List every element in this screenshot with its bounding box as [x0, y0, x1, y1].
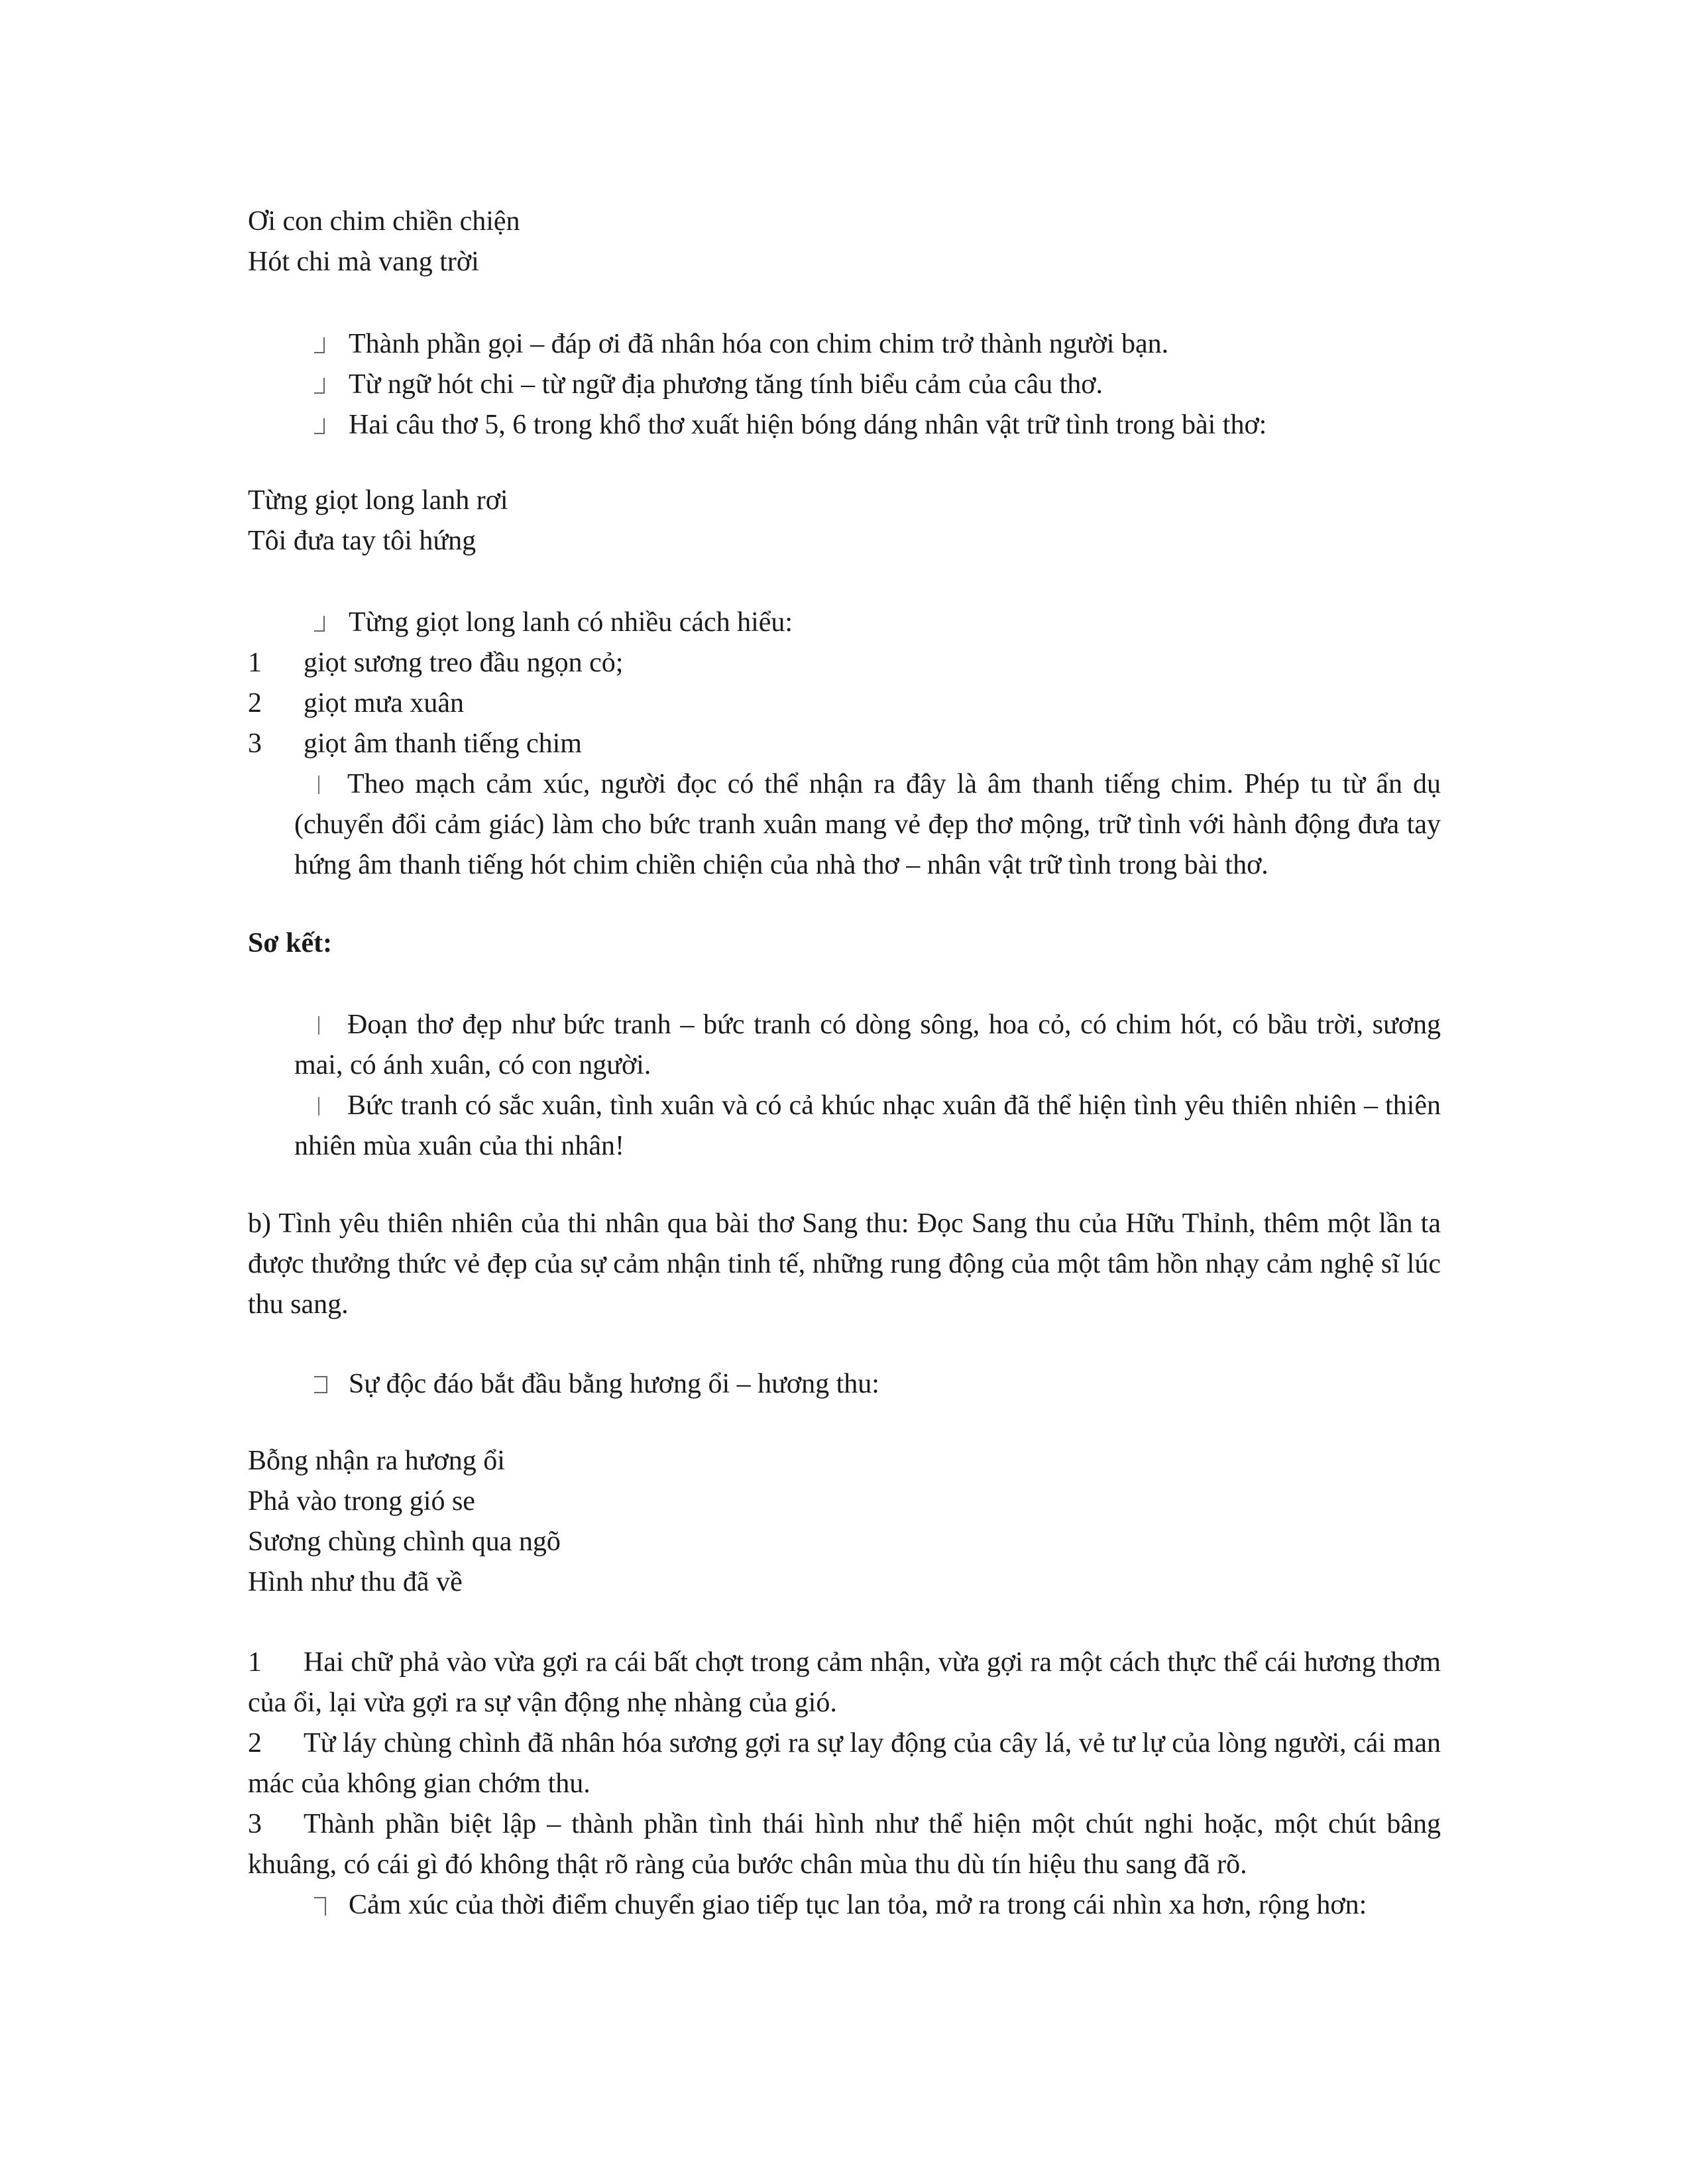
item-text: Hai chữ phả vào vừa gợi ra cái bất chợt trong cảm nhận, vừa gợi ra một cách thực thể cái hương thơm của ổi, lại vừa gợi ra sự vận động nhẹ nhàng của gió. [248, 1647, 1441, 1718]
item-number: 2 [248, 688, 262, 718]
poem-line: Sương chùng chình qua ngõ [248, 1526, 561, 1557]
bullet-text: Cảm xúc của thời điểm chuyển giao tiếp tục lan tỏa, mở ra trong cái nhìn xa hơn, rộng hơn: [349, 1890, 1367, 1920]
checkbox-bullet-icon [314, 378, 325, 394]
poem-line: Tôi đưa tay tôi hứng [248, 526, 477, 556]
numbered-paragraph [248, 1642, 1441, 1723]
checkbox-bullet-icon [314, 418, 325, 434]
list-item [314, 1885, 1507, 1927]
bullet-text: Sự độc đáo bắt đầu bằng hương ổi – hương thu: [349, 1369, 879, 1399]
item-text: Thành phần biệt lập – thành phần tình thái hình như thể hiện một chút nghi hoặc, một chút bâng khuâng, có cái gì đó không thật rõ ràng của bước chân mùa thu dù tín hiệu thu sang đã rõ. [248, 1809, 1441, 1880]
poem-line: Hót chi mà vang trời [248, 247, 479, 277]
checkbox-bullet-icon [314, 616, 325, 632]
item-number: 1 [248, 648, 262, 678]
bullet-text: Từ ngữ hót chi – từ ngữ địa phương tăng tính biểu cảm của câu thơ. [349, 369, 1103, 400]
item-text: Từ láy chùng chình đã nhân hóa sương gợi ra sự lay động của cây lá, vẻ tư lự của lòng người, cái man mác của không gian chớm thu. [248, 1728, 1441, 1799]
numbered-item [248, 683, 1441, 724]
item-text: giọt âm thanh tiếng chim [304, 728, 582, 759]
paragraph: Đoạn thơ đẹp như bức tranh – bức tranh có dòng sông, hoa cỏ, có chim hót, có bầu trời, sương mai, có ánh xuân, có con người. [294, 1009, 1441, 1080]
list-item [314, 1364, 1507, 1405]
poem-line: Từng giọt long lanh rơi [248, 485, 508, 516]
square-bullet-icon [314, 1376, 327, 1393]
poem-line: Hình như thu đã về [248, 1567, 463, 1597]
poem-line: Ơi con chim chiền chiện [248, 206, 520, 237]
item-number: 3 [248, 1809, 262, 1839]
list-item [314, 324, 1507, 365]
checkbox-bullet-icon [314, 337, 325, 353]
paragraph: b) Tình yêu thiên nhiên của thi nhân qua bài thơ Sang thu: Đọc Sang thu của Hữu Thỉnh, thêm một lần ta được thưởng thức vẻ đẹp của sự cảm nhận tinh tế, những rung động của một tâm hồn nhạy cảm nghệ sĩ lúc thu sang. [248, 1208, 1441, 1320]
list-item [314, 603, 1507, 644]
item-number: 3 [248, 728, 262, 759]
numbered-item [248, 724, 1441, 764]
list-item [314, 365, 1507, 406]
poem-stanza-1 [248, 201, 1441, 282]
numbered-item [248, 643, 1441, 683]
numbered-paragraph [248, 1723, 1441, 1804]
poem-stanza-3 [248, 1441, 1441, 1603]
list-item [314, 405, 1507, 446]
bullet-text: Hai câu thơ 5, 6 trong khổ thơ xuất hiện bóng dáng nhân vật trữ tình trong bài thơ: [349, 410, 1267, 440]
bullet-text: Từng giọt long lanh có nhiều cách hiểu: [349, 607, 793, 638]
poem-line: Phả vào trong gió se [248, 1486, 475, 1517]
item-text: giọt mưa xuân [304, 688, 465, 718]
corner-bullet-icon [314, 1897, 326, 1916]
paragraph: Theo mạch cảm xúc, người đọc có thể nhận ra đây là âm thanh tiếng chim. Phép tu từ ẩn dụ (chuyển đổi cảm giác) làm cho bức tranh xuân mang vẻ đẹp thơ mộng, trữ tình với hành động đưa tay hứng âm thanh tiếng hót chim chiền chiện của nhà thơ – nhân vật trữ tình trong bài thơ. [294, 769, 1441, 880]
section-heading: Sơ kết: [248, 928, 333, 958]
item-text: giọt sương treo đầu ngọn cỏ; [304, 648, 624, 678]
paragraph: Bức tranh có sắc xuân, tình xuân và có cả khúc nhạc xuân đã thể hiện tình yêu thiên nhiên – thiên nhiên mùa xuân của thi nhân! [294, 1090, 1441, 1161]
poem-line: Bỗng nhận ra hương ổi [248, 1446, 505, 1476]
item-number: 1 [248, 1647, 262, 1678]
poem-stanza-2 [248, 481, 1441, 561]
item-number: 2 [248, 1728, 262, 1758]
bullet-text: Thành phần gọi – đáp ơi đã nhân hóa con chim chim trở thành người bạn. [349, 329, 1169, 359]
numbered-paragraph [248, 1804, 1441, 1885]
